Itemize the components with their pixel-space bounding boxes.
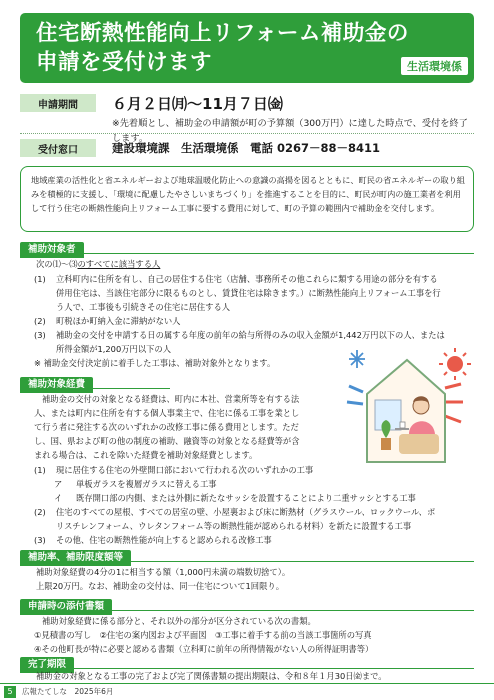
list-item <box>54 491 416 505</box>
section-expense <box>20 372 170 389</box>
item-number: イ <box>54 493 63 503</box>
section-heading: 補助対象者 <box>20 242 84 258</box>
item-text: 現に居住する住宅の外壁開口部において行われる次のいずれかの工事 <box>56 465 314 475</box>
list-item <box>34 463 313 477</box>
heat-arrows <box>445 384 463 422</box>
eligible-lead-underline: のすべてに該当する人 <box>77 259 161 269</box>
para-text: 人、または町内に住所を有する個人事業主で、住宅に係る工事を業とし <box>34 408 300 418</box>
rate-text: 上限20万円。なお、補助金の交付は、同一住宅について1回限り。 <box>36 581 284 591</box>
cold-arrows <box>347 386 363 404</box>
rate-text: 補助対象経費の4分の1に相当する額（1,000円未満の端数切捨て）。 <box>36 567 291 577</box>
item-number: (1) <box>34 274 46 284</box>
docs-text: 補助対象経費に係る部分と、それ以外の部分が区分されている次の書類。 <box>42 616 316 626</box>
house-illustration <box>345 342 475 466</box>
item-text: 町税ほか町納入金に滞納がない人 <box>56 316 181 326</box>
list-item <box>34 505 435 519</box>
section-heading: 申請時の添付書類 <box>20 599 112 615</box>
page-title-line2: 申請を受付けます <box>36 50 213 75</box>
period-note: ※先着順とし、補助金の申請額が町の予算額（300万円）に達した時点で、受付を終了します。 <box>112 118 468 144</box>
contact-label: 受付窓口 <box>20 139 96 157</box>
docs-text: ④その他町長が特に必要と認める書類（立科町に前年の所得情報がない人の所得証明書等） <box>34 644 374 654</box>
eligible-lead-pre: 次の⑴〜⑶ <box>36 259 78 269</box>
intro-box <box>20 166 474 232</box>
item-text: 住宅のすべての屋根、すべての居室の壁、小屋裏および床に断熱材（グラスウール、ロックウール、ポ <box>56 507 436 517</box>
divider <box>20 133 474 134</box>
list-item-cont <box>56 342 171 356</box>
para-text: 補助金の交付の対象となる経費は、町内に本社、営業所等を有する法 <box>42 394 300 404</box>
section-rate <box>20 545 474 562</box>
expense-para-line <box>34 448 257 462</box>
footer <box>0 683 494 700</box>
period-value: ６月２日㈪〜11月７日㈮ <box>112 95 283 113</box>
item-text: 所得金額が1,200万円以下の人 <box>56 344 172 354</box>
item-text: う人で、工事後も引続きその住宅に居住する人 <box>56 302 231 312</box>
para-text: し、国、県および町の他の制度の補助、融資等の対象となる経費等が含 <box>34 436 300 446</box>
item-text: 補助金の交付を申請する日の属する年度の前年の給与所得のみの収入金額が1,442万円以下の人、または <box>56 330 445 340</box>
para-text: て行う者に発注する次のいずれかの改修工事に係る費用とします。ただ <box>34 422 299 432</box>
expense-para-line <box>42 392 299 406</box>
item-text: 併用住宅は、当該住宅部分に限るものとし、賃貸住宅は除きます。）に断熱性能向上リフォーム工事を行 <box>56 288 441 298</box>
footer-text: 広報たてしな 2025年6月 <box>22 687 114 696</box>
item-number: (2) <box>34 507 46 517</box>
section-completion <box>20 652 474 669</box>
completion-line <box>36 669 387 683</box>
docs-text: ①見積書の写し ②住宅の案内図および平面図 ③工事に着手する前の当該工事箇所の写真 <box>34 630 372 640</box>
item-text: その他、住宅の断熱性能が向上すると認められる改修工事 <box>56 535 272 545</box>
list-item <box>34 314 180 328</box>
department-tag: 生活環境係 <box>401 57 468 75</box>
sun-icon <box>439 348 471 380</box>
section-eligible <box>20 237 474 254</box>
period-label: 申請期間 <box>20 94 96 112</box>
list-item <box>34 272 438 286</box>
completion-text: 補助金の対象となる工事の完了および完了関係書類の提出期限は、令和８年１月30日㈮まで。 <box>36 671 387 681</box>
item-number: (3) <box>34 535 46 545</box>
rate-line <box>36 565 290 579</box>
intro-text: 地域産業の活性化と省エネルギーおよび地球温暖化防止への意識の高揚を図るとともに、町民の省エネルギーの取り組みを積極的に支援し、「環境に配慮したやさしいまちづくり」を推進することを目的に、町民が町内の施工業者を利用して行う住宅の断熱性能向上リフォーム工事に要する費用に対して、町の予算の範囲内で補助金を交付します。 <box>31 175 465 213</box>
page-number: 5 <box>4 686 16 698</box>
docs-line <box>42 614 316 628</box>
section-heading: 補助率、補助限度額等 <box>20 550 131 566</box>
expense-para-line <box>34 406 299 420</box>
expense-para-line <box>34 434 300 448</box>
section-heading: 補助対象経費 <box>20 377 93 393</box>
eligible-note <box>34 356 275 370</box>
list-item <box>54 477 217 491</box>
title-banner <box>20 13 474 83</box>
item-number: (3) <box>34 330 46 340</box>
item-number: (2) <box>34 316 46 326</box>
list-item-cont <box>56 286 441 300</box>
eligible-lead <box>36 257 160 271</box>
page-title: 住宅断熱性能向上リフォーム補助金の <box>36 21 409 46</box>
docs-line <box>34 628 372 642</box>
note-text: ※ 補助金交付決定前に着手した工事は、補助対象外となります。 <box>34 358 276 368</box>
item-text: 立科町内に住所を有し、自己の居住する住宅（店舗、事務所その他これらに類する用途の部分を有する <box>56 274 438 284</box>
rate-line <box>36 579 284 593</box>
para-text: まれる場合は、これを除いた経費を補助対象経費とします。 <box>34 450 258 460</box>
item-text: リスチレンフォーム、ウレタンフォーム等の断熱性能が認められる材料）を新たに設置する工事 <box>56 521 412 531</box>
item-number: (1) <box>34 465 46 475</box>
expense-para-line <box>34 420 299 434</box>
item-number: ア <box>54 479 63 489</box>
section-heading: 完了期限 <box>20 657 74 673</box>
list-item-cont <box>56 519 411 533</box>
item-text: 既存開口部の内側、または外側に新たなサッシを設置することにより二重サッシとする工事 <box>76 493 416 503</box>
list-item-cont <box>56 300 230 314</box>
contact-value: 建設環境課 生活環境係 電話 0267－88－8411 <box>112 141 381 155</box>
snowflake-icon <box>349 350 365 368</box>
list-item <box>34 328 445 342</box>
item-text: 単板ガラスを複層ガラスに替える工事 <box>76 479 217 489</box>
section-docs <box>20 594 474 611</box>
